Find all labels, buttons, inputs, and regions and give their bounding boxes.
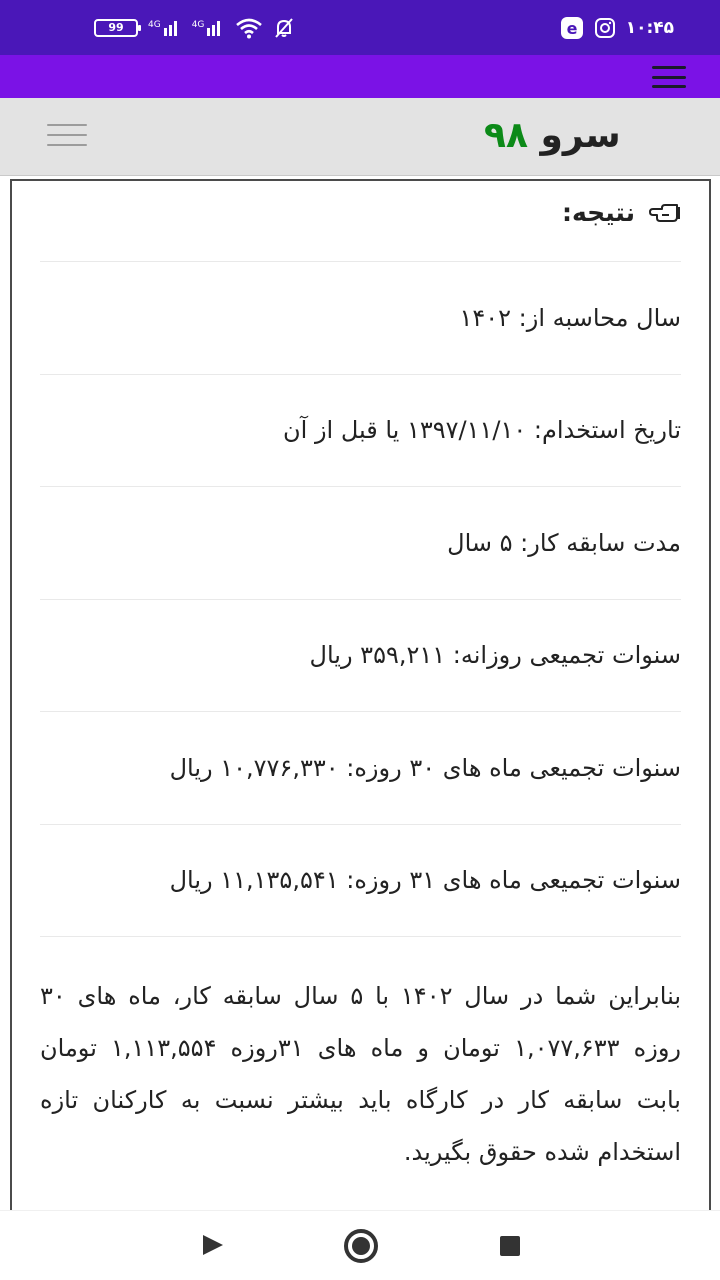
daily-seniority: سنوات تجمیعی روزانه: ۳۵۹,۲۱۱ ریال: [309, 641, 681, 670]
home-icon[interactable]: [344, 1229, 378, 1263]
status-time: ۱۰:۴۵: [625, 17, 674, 38]
hire-date: تاریخ استخدام: ۱۳۹۷/۱۱/۱۰ یا قبل از آن: [283, 416, 681, 445]
wifi-icon: [235, 17, 263, 39]
status-left: [94, 17, 295, 39]
list-item: [40, 599, 681, 712]
app-bar: [0, 55, 720, 98]
hamburger-icon[interactable]: [47, 124, 87, 146]
instagram-icon: [594, 17, 616, 39]
seniority-31-day: سنوات تجمیعی ماه های ۳۱ روزه: ۱۱,۱۳۵,۵۴۱ ریال: [169, 866, 681, 895]
nav-bar: [0, 1210, 720, 1280]
seniority-30-day: سنوات تجمیعی ماه های ۳۰ روزه: ۱۰,۷۷۶,۳۳۰ ریال: [169, 753, 681, 782]
site-header: [0, 98, 720, 176]
recents-icon[interactable]: [500, 1236, 520, 1256]
result-card: [10, 179, 711, 1214]
card-title: نتیجه:: [562, 198, 635, 227]
result-rows: [40, 261, 681, 1213]
signal-label: 4G: [148, 19, 161, 30]
logo-word: سرو: [540, 115, 621, 156]
list-item: [40, 711, 681, 824]
list-item: [40, 261, 681, 374]
back-icon[interactable]: [203, 1235, 223, 1255]
svg-text:e: e: [566, 18, 578, 38]
logo-number: ۹۸: [484, 115, 528, 156]
hand-pointing-icon: [647, 201, 681, 225]
card-header: [562, 198, 681, 227]
hamburger-icon[interactable]: [652, 66, 686, 88]
status-bar: [0, 0, 720, 55]
site-logo[interactable]: [484, 114, 621, 158]
work-duration: مدت سابقه کار: ۵ سال: [447, 528, 681, 557]
list-item: [40, 374, 681, 487]
signal-icon: [148, 20, 182, 36]
calc-year: سال محاسبه از: ۱۴۰۲: [459, 303, 681, 332]
status-right: [560, 16, 674, 40]
battery-icon: [94, 19, 138, 37]
summary-text: بنابراین شما در سال ۱۴۰۲ با ۵ سال سابقه کار، ماه های ۳۰ روزه ۱,۰۷۷,۶۳۳ تومان و ماه های ۳۱روزه ۱,۱۱۳,۵۵۴ تومان بابت سابقه کار در کارگاه باید بیشتر نسبت به کارکنان تازه استخدام شده حقوق بگیرید.: [40, 982, 682, 1166]
bell-off-icon: [273, 17, 295, 39]
signal-label: 4G: [191, 19, 205, 30]
list-item: [40, 486, 681, 599]
list-item: [40, 824, 681, 937]
summary-block: [40, 936, 681, 1213]
signal-icon: [192, 20, 226, 36]
battery-level: 99: [108, 21, 124, 34]
app-icon: [560, 16, 584, 40]
